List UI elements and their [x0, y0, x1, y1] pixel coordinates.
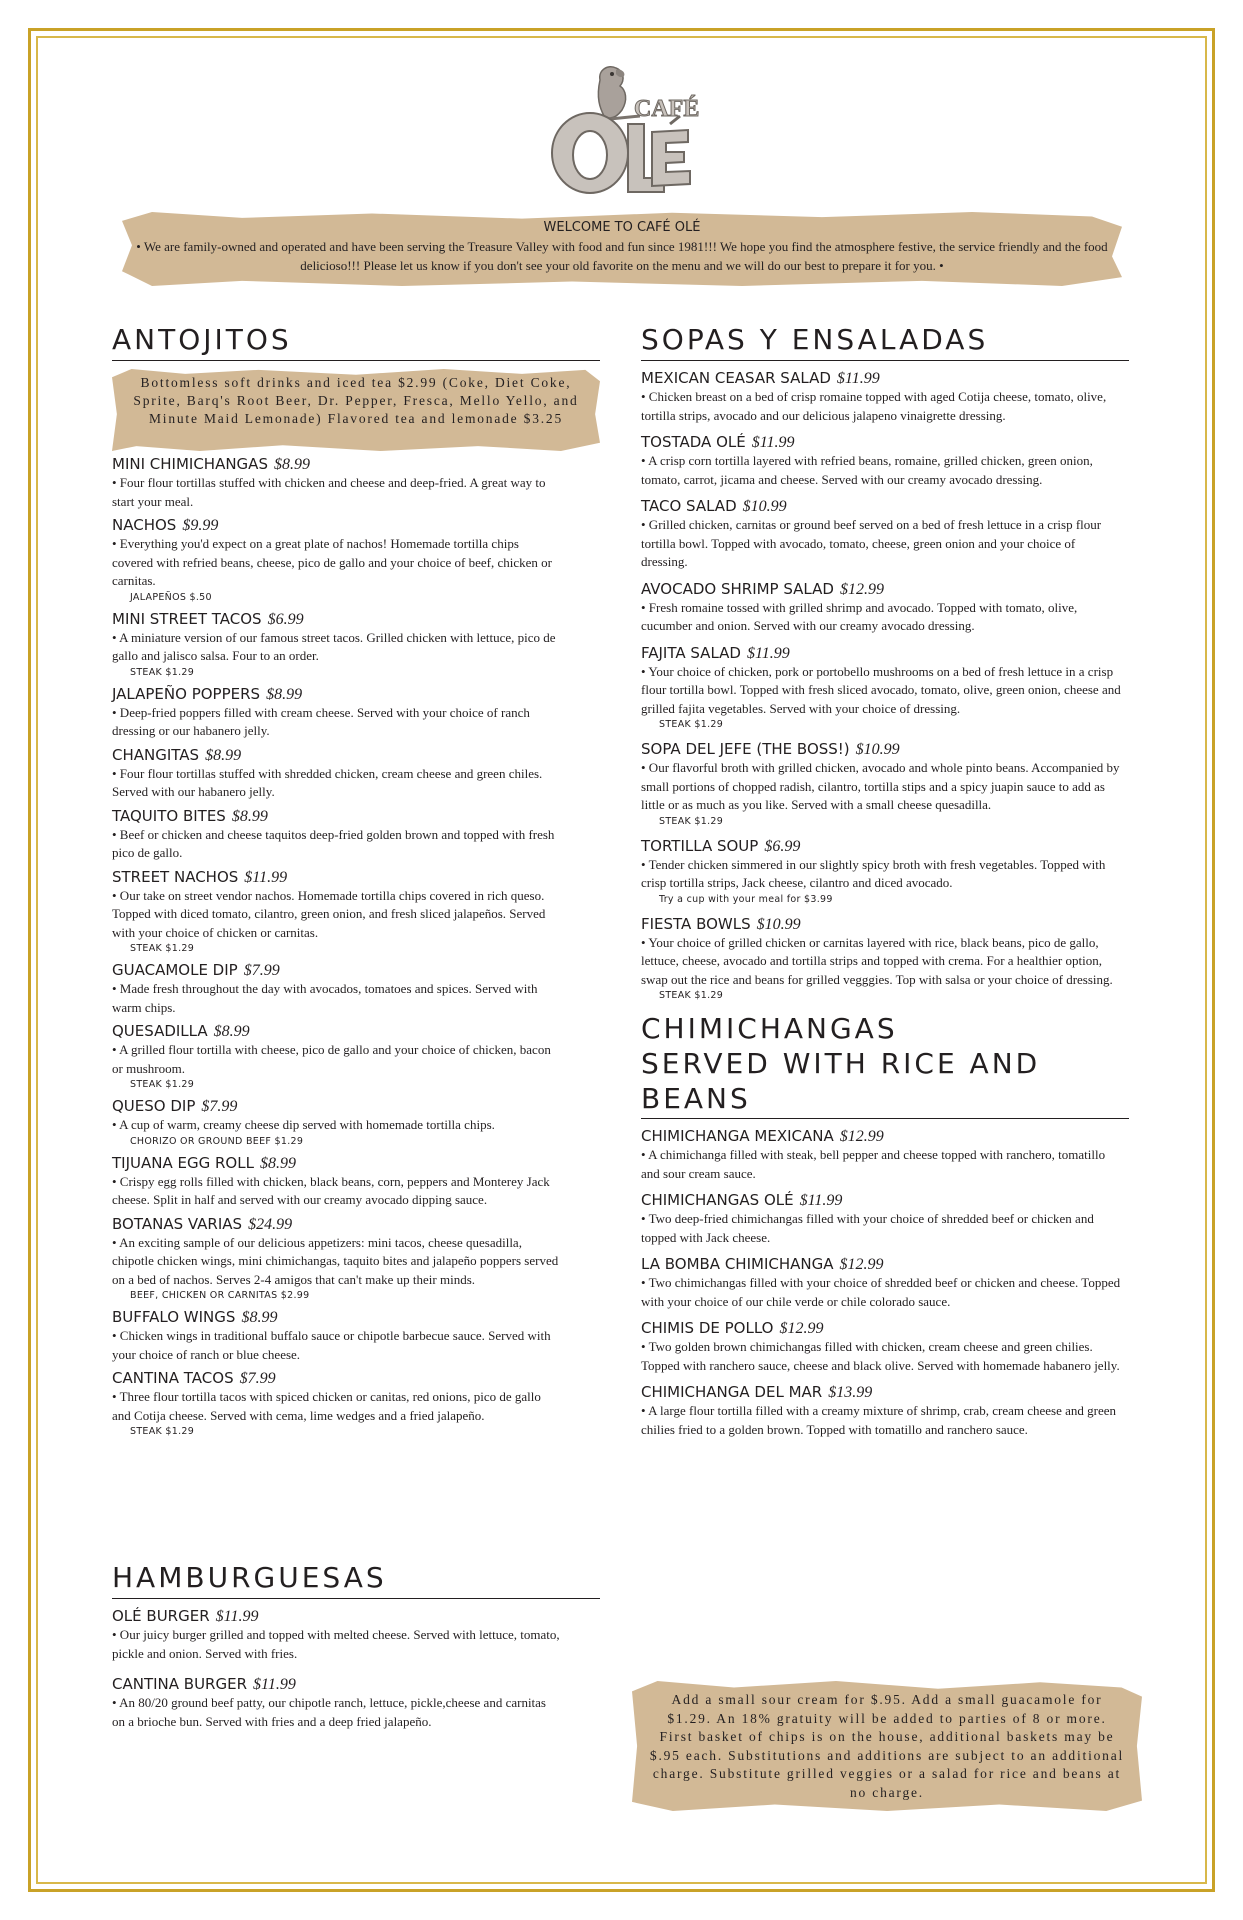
welcome-title: WELCOME TO CAFÉ OLÉ: [543, 220, 701, 235]
item-extra: STEAK $1.29: [659, 719, 724, 730]
sopas-section: [641, 322, 1129, 1447]
item-name: CANTINA TACOS: [112, 1369, 234, 1387]
item-extra: Try a cup with your meal for $3.99: [659, 893, 833, 905]
menu-item: [112, 455, 600, 511]
item-description: • A grilled flour tortilla with cheese, pico de gallo and your choice of chicken, bacon or mushroom.: [112, 1042, 551, 1076]
item-name: NACHOS: [112, 516, 177, 534]
item-name: CHIMICHANGA MEXICANA: [641, 1127, 834, 1145]
item-name: STREET NACHOS: [112, 867, 239, 886]
menu-item: [641, 837, 1129, 907]
item-price: $12.99: [779, 1320, 824, 1337]
item-price: $11.99: [836, 370, 880, 387]
item-price: $6.99: [267, 610, 304, 628]
item-price: $10.99: [742, 498, 787, 515]
item-price: $8.99: [205, 746, 242, 764]
menu-item: [641, 1319, 1129, 1375]
item-name: BUFFALO WINGS: [112, 1308, 236, 1326]
svg-text:CAFÉ: CAFÉ: [634, 96, 700, 122]
item-name: FIESTA BOWLS: [641, 914, 751, 933]
item-extra: STEAK $1.29: [130, 1426, 195, 1437]
item-extra: STEAK $1.29: [659, 990, 724, 1001]
item-extra: JALAPEÑOS $.50: [130, 591, 212, 603]
cafe-ole-logo: [530, 58, 720, 198]
item-price: $8.99: [231, 807, 268, 825]
item-name: CHANGITAS: [112, 745, 200, 764]
item-description: • Our flavorful broth with grilled chicken, avocado and whole pinto beans. Accompanied by small portions of chopped radish, cilantro, tortilla stips and a spicy juapin sauce to add as little or as much as you like. Served with a small cheese quesadilla.: [641, 760, 1120, 812]
item-name: FAJITA SALAD: [641, 643, 741, 662]
hamburguesas-section: [112, 1560, 600, 1743]
item-description: • A chimichanga filled with steak, bell pepper and cheese topped with ranchero, tomatillo and sour cream sauce.: [641, 1147, 1106, 1181]
item-name: BOTANAS VARIAS: [112, 1214, 243, 1233]
item-name: MINI CHIMICHANGAS: [112, 455, 268, 473]
item-name: MINI STREET TACOS: [112, 609, 262, 628]
item-name: CHIMIS DE POLLO: [641, 1319, 774, 1337]
item-description: • A cup of warm, creamy cheese dip served with homemade tortilla chips.: [112, 1117, 495, 1132]
item-price: $12.99: [839, 1256, 884, 1273]
menu-item: [641, 915, 1129, 1004]
antojitos-section: [112, 322, 600, 1444]
menu-item: [112, 1215, 600, 1304]
item-price: $6.99: [764, 837, 801, 855]
menu-item: [112, 610, 600, 680]
item-price: $12.99: [839, 1128, 884, 1145]
item-description: • Crispy egg rolls filled with chicken, black beans, corn, peppers and Monterey Jack cheese. Split in half and served with our creamy avocado dipping sauce.: [112, 1173, 550, 1207]
item-description: • Your choice of grilled chicken or carnitas layered with rice, black beans, pico de gallo, lettuce, cheese, avocado and tortilla strips and topped with crema. For a healthier option, swap out the rice and beans for grilled vegggies. Top with salsa or your choice of dressing.: [641, 934, 1113, 987]
notes-box: [632, 1681, 1142, 1811]
item-price: $11.99: [244, 868, 288, 886]
item-name: OLÉ BURGER: [112, 1607, 210, 1625]
item-name: QUESO DIP: [112, 1097, 196, 1115]
item-name: CANTINA BURGER: [112, 1675, 248, 1693]
chimichangas-section: [641, 1011, 1129, 1439]
item-price: $8.99: [241, 1309, 278, 1326]
item-name: SOPA DEL JEFE (THE BOSS!): [641, 740, 850, 758]
menu-item: [641, 1255, 1129, 1311]
item-price: $7.99: [243, 962, 280, 979]
menu-item: [112, 961, 600, 1017]
menu-item: [112, 1097, 600, 1149]
item-price: $12.99: [839, 580, 884, 598]
item-name: MEXICAN CEASAR SALAD: [641, 369, 831, 387]
menu-item: [112, 1308, 600, 1364]
item-description: • Fresh romaine tossed with grilled shrimp and avocado. Topped with tomato, olive, cucumber and onion. Served with our creamy avocado dressing.: [641, 599, 1078, 633]
item-description: • Chicken wings in traditional buffalo sauce or chipotle barbecue sauce. Served with your choice of ranch or blue cheese.: [112, 1328, 551, 1362]
item-description: • An exciting sample of our delicious appetizers: mini tacos, cheese quesadilla, chipotle chicken wings, mini chimichangas, taquito bites and jalapeño poppers served on a bed of nachos. Serves 2-4 amigos that can't make up their minds.: [112, 1234, 559, 1287]
item-name: TORTILLA SOUP: [641, 836, 759, 855]
item-extra: STEAK $1.29: [130, 666, 195, 678]
item-description: • Two chimichangas filled with your choice of shredded beef or chicken and cheese. Topped with your choice of our chile verde or chile colorado sauce.: [641, 1275, 1121, 1309]
item-name: TACO SALAD: [641, 497, 737, 515]
item-price: $7.99: [201, 1098, 238, 1115]
item-extra: STEAK $1.29: [130, 1079, 195, 1090]
item-description: • Two deep-fried chimichangas filled with your choice of shredded beef or chicken and topped with Jack cheese.: [641, 1211, 1094, 1245]
item-description: • Your choice of chicken, pork or portobello mushrooms on a bed of fresh lettuce in a crisp flour tortilla bowl. Topped with fresh sliced avocado, tomato, olive, green onion, cheese and grilled fajita vegetables. Served with your choice of dressing.: [641, 663, 1121, 716]
menu-item: [641, 433, 1129, 489]
item-name: AVOCADO SHRIMP SALAD: [641, 579, 834, 598]
item-name: GUACAMOLE DIP: [112, 961, 238, 979]
item-price: $8.99: [273, 456, 310, 473]
menu-item: [641, 1127, 1129, 1183]
menu-item: [112, 1369, 600, 1439]
menu-item: [112, 685, 600, 741]
item-description: • Four flour tortillas stuffed with chicken and cheese and deep-fried. A great way to start your meal.: [112, 475, 546, 509]
item-price: $11.99: [215, 1608, 259, 1625]
menu-item: [112, 1022, 600, 1092]
item-description: • Deep-fried poppers filled with cream cheese. Served with your choice of ranch dressing or our habanero jelly.: [112, 704, 530, 738]
item-price: $11.99: [799, 1192, 843, 1209]
item-price: $8.99: [213, 1023, 250, 1040]
menu-item: [112, 1675, 600, 1731]
notes-text: Add a small sour cream for $.95. Add a small guacamole for $1.29. An 18% gratuity will be added to parties of 8 or more. First basket of chips is on the house, additional baskets may be $.95 each. Substitutions and additions are subject to an additional charge. Substitute grilled veggies or a salad for rice and beans at no charge.: [649, 1692, 1125, 1800]
chimichangas-title-line2: SERVED WITH RICE AND BEANS: [641, 1047, 1041, 1115]
item-price: $24.99: [248, 1215, 293, 1233]
item-price: $11.99: [751, 434, 795, 451]
item-name: TOSTADA OLÉ: [641, 433, 746, 451]
item-description: • A large flour tortilla filled with a creamy mixture of shrimp, crab, cream cheese and green chilies fried to a golden brown. Topped with tomatillo and ranchero sauce.: [641, 1403, 1117, 1437]
welcome-text: • We are family-owned and operated and have been serving the Treasure Valley with food and fun since 1981!!! We hope you find the atmosphere festive, the service friendly and the food delicioso!!! Please let us know if you don't see your old favorite on the menu and we will do our best to prepare it for you. •: [136, 239, 1108, 273]
item-description: • Chicken breast on a bed of crisp romaine topped with aged Cotija cheese, tomato, olive, tortilla strips, avocado and our delicious jalapeno vinaigrette dressing.: [641, 389, 1107, 423]
item-name: TAQUITO BITES: [112, 806, 226, 825]
item-description: • A crisp corn tortilla layered with refried beans, romaine, grilled chicken, green onion, tomato, carrot, jicama and cheese. Served with our creamy avocado dressing.: [641, 453, 1093, 487]
item-description: • Tender chicken simmered in our slightly spicy broth with fresh vegetables. Topped with crisp tortilla strips, Jack cheese, cilantro and diced avocado.: [641, 856, 1106, 890]
menu-item: [112, 868, 600, 957]
item-price: $9.99: [182, 517, 219, 534]
item-name: JALAPEÑO POPPERS: [112, 684, 261, 703]
item-price: $10.99: [756, 915, 801, 933]
item-price: $13.99: [828, 1384, 873, 1401]
item-description: • Made fresh throughout the day with avocados, tomatoes and spices. Served with warm chips.: [112, 981, 538, 1015]
hamburguesas-title: HAMBURGUESAS: [112, 1560, 600, 1599]
menu-item: [641, 644, 1129, 733]
drinks-note-text: Bottomless soft drinks and iced tea $2.99 (Coke, Diet Coke, Sprite, Barq's Root Beer, Dr. Pepper, Fresca, Mello Yello, and Minute Maid Lemonade) Flavored tea and lemonade $3.25: [133, 375, 579, 426]
item-description: • Our take on street vendor nachos. Homemade tortilla chips covered in rich queso. Topped with diced tomato, cilantro, green onion, and fresh sliced jalapeños. Served with your choice of chicken or carnitas.: [112, 887, 546, 940]
item-description: • An 80/20 ground beef patty, our chipotle ranch, lettuce, pickle,cheese and carnitas on a brioche bun. Served with fries and a deep fried jalapeño.: [112, 1695, 546, 1729]
item-extra: CHORIZO OR GROUND BEEF $1.29: [130, 1135, 304, 1147]
antojitos-title: ANTOJITOS: [112, 322, 600, 361]
menu-item: [112, 746, 600, 802]
item-description: • Grilled chicken, carnitas or ground beef served on a bed of fresh lettuce in a crisp flour tortilla bowl. Topped with avocado, tomato, cheese, green onion and your choice of dressing.: [641, 517, 1102, 569]
menu-item: [641, 369, 1129, 425]
antojitos-list: [112, 455, 600, 1439]
chimichangas-title: [641, 1011, 1129, 1119]
item-name: CHIMICHANGA DEL MAR: [641, 1383, 823, 1401]
item-extra: STEAK $1.29: [659, 815, 724, 827]
chimichangas-title-line1: CHIMICHANGAS: [641, 1012, 898, 1045]
menu-item: [641, 740, 1129, 829]
menu-item: [112, 1607, 600, 1663]
item-description: • Everything you'd expect on a great plate of nachos! Homemade tortilla chips covered with refried beans, cheese, pico de gallo and your choice of beef, chicken or carnitas.: [112, 536, 552, 588]
menu-item: [112, 1154, 600, 1210]
menu-item: [112, 807, 600, 863]
logo-o-letter: [552, 113, 628, 193]
drinks-note: [112, 369, 600, 451]
item-extra: STEAK $1.29: [130, 943, 195, 954]
menu-item: [641, 497, 1129, 572]
item-price: $11.99: [253, 1676, 296, 1693]
item-price: $10.99: [855, 741, 900, 758]
sopas-title: SOPAS Y ENSALADAS: [641, 322, 1129, 361]
item-description: • Two golden brown chimichangas filled with chicken, cream cheese and green chilies. Topped with ranchero sauce, cheese and black olive. Served with homemade habanero jelly.: [641, 1339, 1120, 1373]
item-description: • A miniature version of our famous street tacos. Grilled chicken with lettuce, pico de gallo and jalisco salsa. Four to an order.: [112, 629, 556, 663]
item-price: $7.99: [239, 1370, 276, 1387]
menu-item: [641, 1191, 1129, 1247]
item-description: • Three flour tortilla tacos with spiced chicken or canitas, red onions, pico de gallo and Cotija cheese. Served with cema, lime wedges and a fried jalapeño.: [112, 1389, 541, 1423]
item-description: • Four flour tortillas stuffed with shredded chicken, cream cheese and green chiles. Served with our habanero jelly.: [112, 765, 543, 799]
item-name: QUESADILLA: [112, 1022, 208, 1040]
menu-item: [641, 1383, 1129, 1439]
menu-item: [641, 580, 1129, 636]
menu-item: [112, 516, 600, 605]
item-name: CHIMICHANGAS OLÉ: [641, 1191, 794, 1209]
item-extra: BEEF, CHICKEN OR CARNITAS $2.99: [130, 1290, 310, 1301]
welcome-banner: [122, 212, 1122, 286]
item-price: $8.99: [266, 685, 303, 703]
item-name: TIJUANA EGG ROLL: [112, 1153, 254, 1172]
item-price: $11.99: [746, 644, 790, 662]
item-description: • Our juicy burger grilled and topped with melted cheese. Served with lettuce, tomato, pickle and onion. Served with fries.: [112, 1627, 560, 1661]
item-description: • Beef or chicken and cheese taquitos deep-fried golden brown and topped with fresh pico de gallo.: [112, 826, 555, 860]
item-name: LA BOMBA CHIMICHANGA: [641, 1255, 834, 1273]
item-price: $8.99: [259, 1154, 296, 1172]
